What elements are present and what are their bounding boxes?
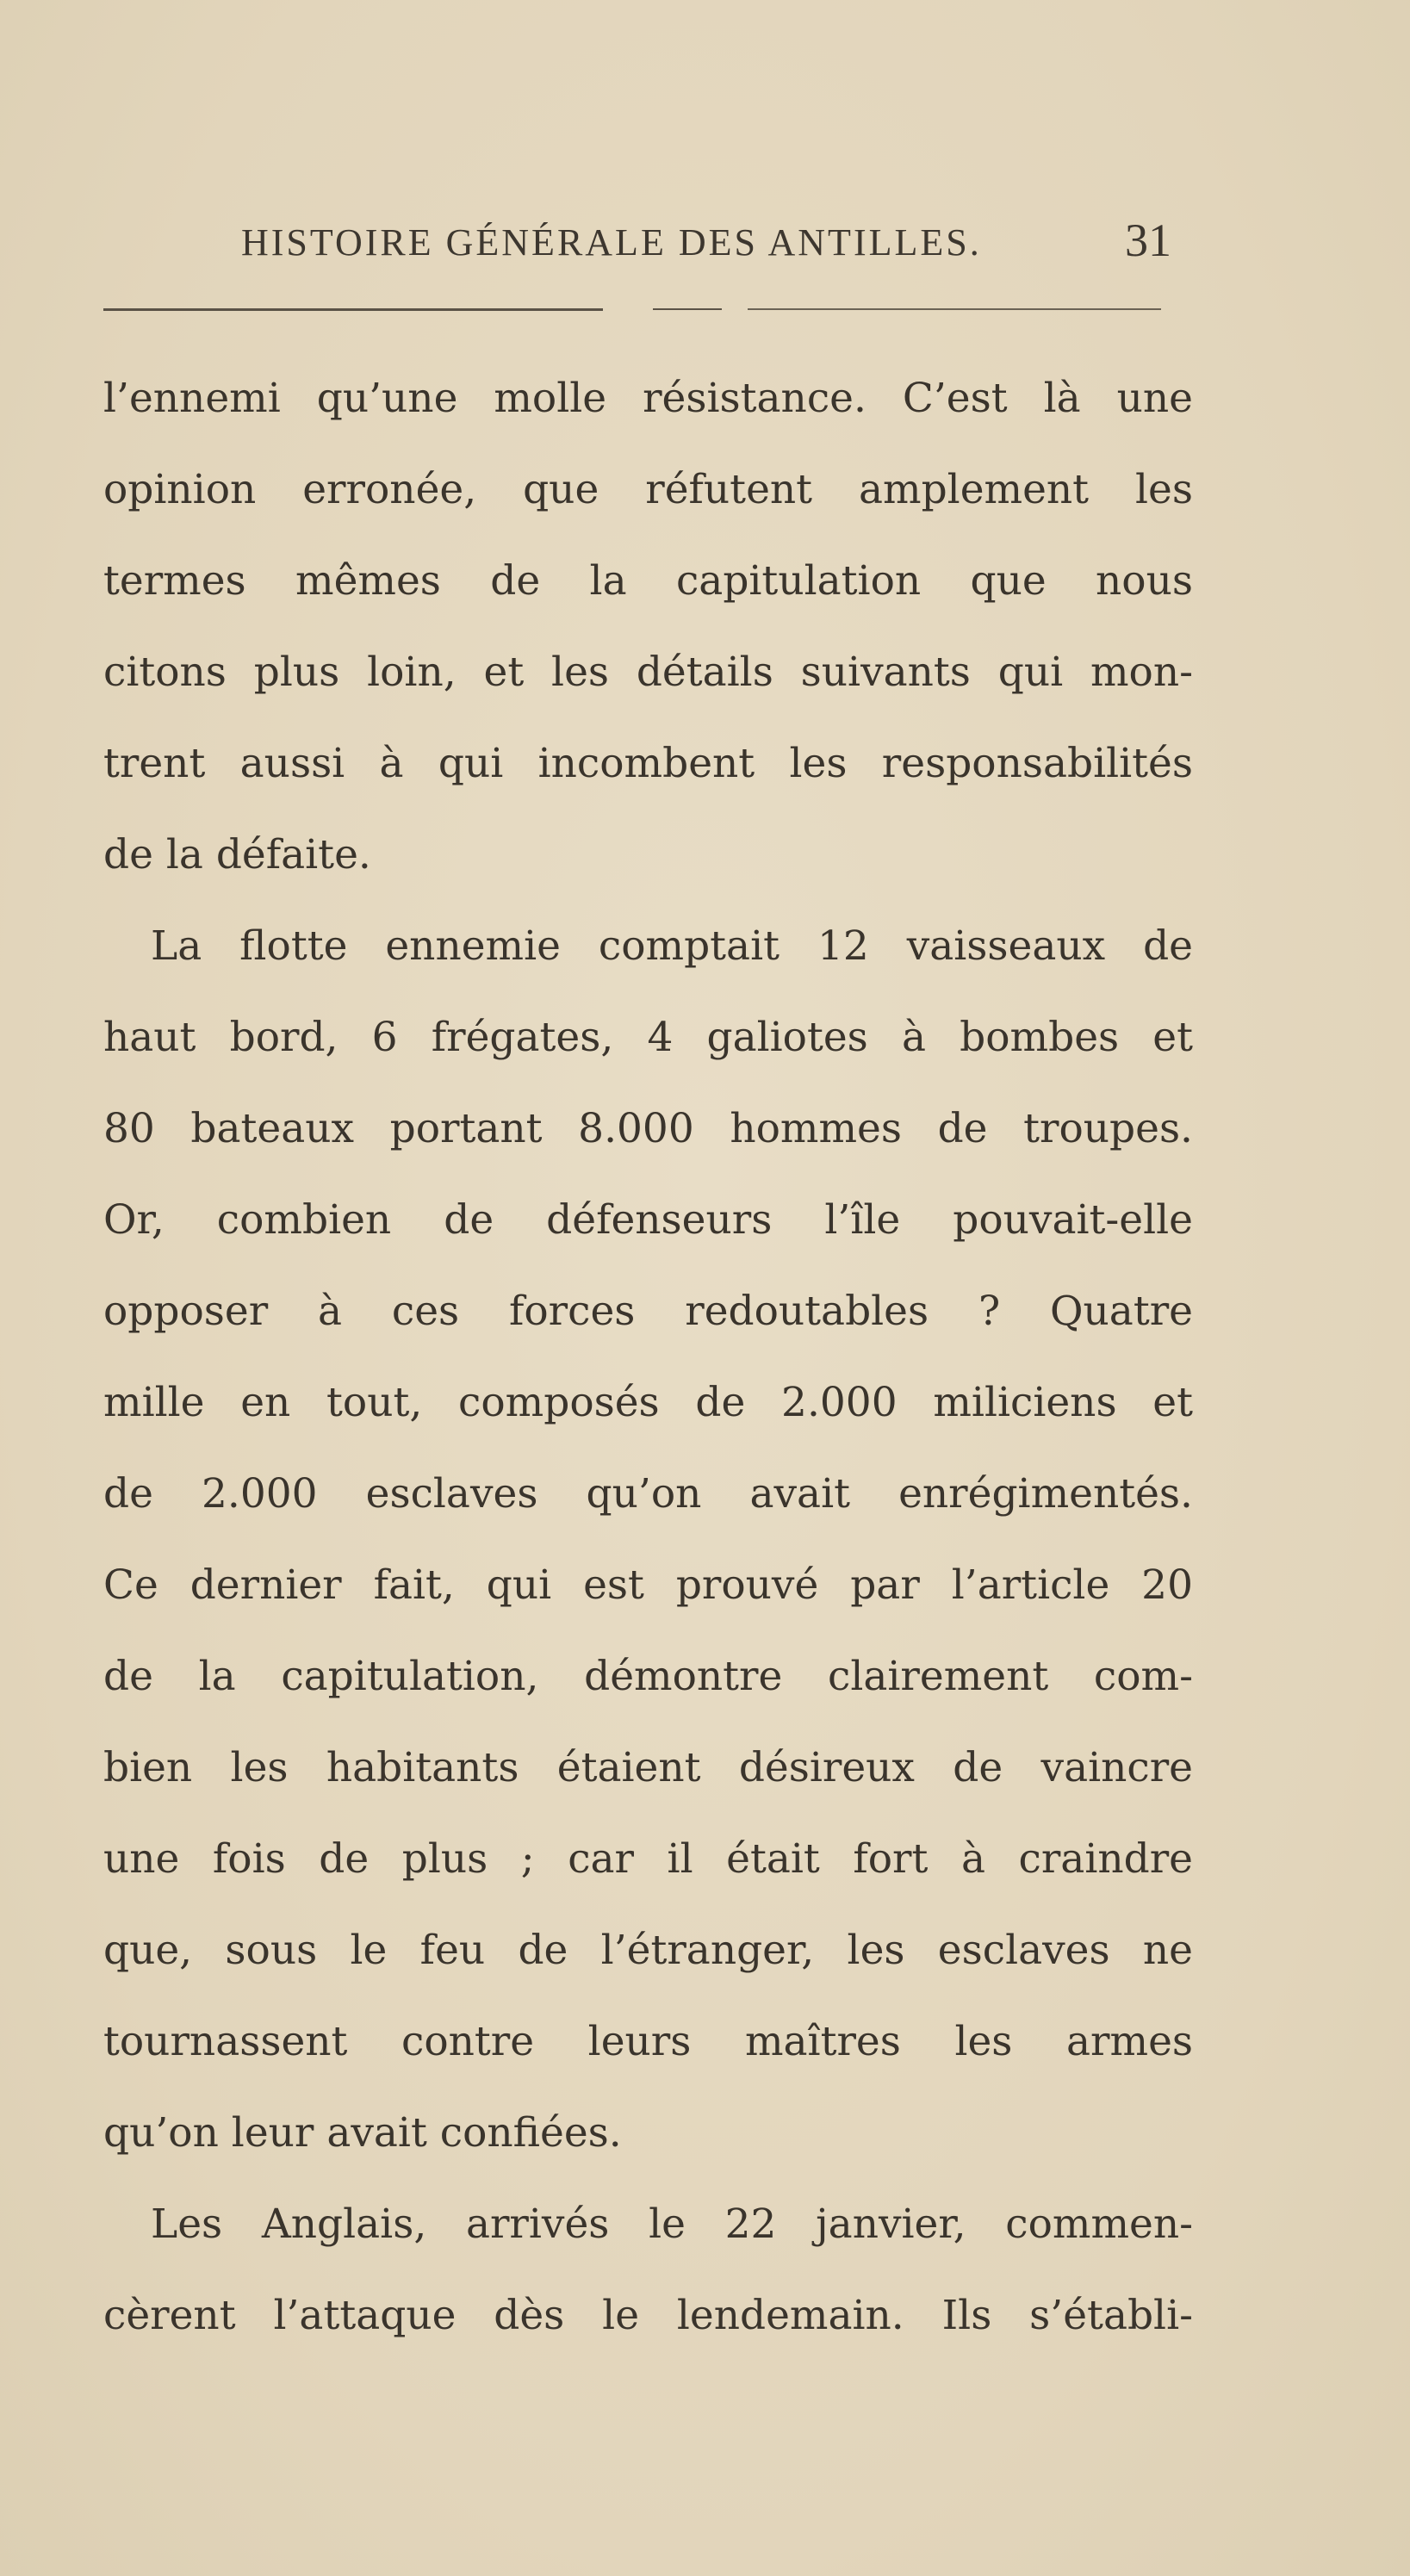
header-rule-right	[748, 308, 1161, 310]
running-head	[241, 214, 1180, 274]
text-line: l’ennemi qu’une molle résistance. C’est là une	[103, 375, 1193, 422]
text-line: 80 bateaux portant 8.000 hommes de troupes.	[103, 1105, 1193, 1152]
text-line: bien les habitants étaient désireux de vaincre	[103, 1744, 1193, 1791]
text-line: de 2.000 esclaves qu’on avait enrégimentés.	[103, 1470, 1193, 1518]
text-line: opinion erronée, que réfutent amplement les	[103, 466, 1193, 513]
header-rule-dash	[653, 308, 722, 310]
text-line: termes mêmes de la capitulation que nous	[103, 557, 1193, 605]
text-line: qu’on leur avait confiées.	[103, 2109, 622, 2157]
text-line: mille en tout, composés de 2.000 miliciens et	[103, 1379, 1193, 1426]
text-line: Ce dernier fait, qui est prouvé par l’article 20	[103, 1561, 1193, 1609]
text-line: cèrent l’attaque dès le lendemain. Ils s’établi-	[103, 2292, 1193, 2339]
text-line: tournassent contre leurs maîtres les armes	[103, 2018, 1193, 2065]
text-line: de la capitulation, démontre clairement com-	[103, 1653, 1193, 1700]
running-title: HISTOIRE GÉNÉRALE DES ANTILLES.	[241, 221, 982, 264]
text-line: haut bord, 6 frégates, 4 galiotes à bombes et	[103, 1014, 1193, 1061]
text-line: La flotte ennemie comptait 12 vaisseaux de	[151, 922, 1193, 970]
text-line: citons plus loin, et les détails suivants qui mon-	[103, 649, 1193, 696]
text-line: Or, combien de défenseurs l’île pouvait-elle	[103, 1196, 1193, 1244]
text-line: une fois de plus ; car il était fort à craindre	[103, 1835, 1193, 1883]
page-number: 31	[1125, 214, 1171, 266]
text-line: Les Anglais, arrivés le 22 janvier, commen-	[151, 2200, 1193, 2248]
text-line: opposer à ces forces redoutables ? Quatre	[103, 1288, 1193, 1335]
header-rule	[103, 308, 603, 311]
text-line: que, sous le feu de l’étranger, les esclaves ne	[103, 1927, 1193, 1974]
text-line: trent aussi à qui incombent les responsabilités	[103, 740, 1193, 787]
text-line: de la défaite.	[103, 831, 371, 878]
body-text	[103, 353, 1193, 2362]
